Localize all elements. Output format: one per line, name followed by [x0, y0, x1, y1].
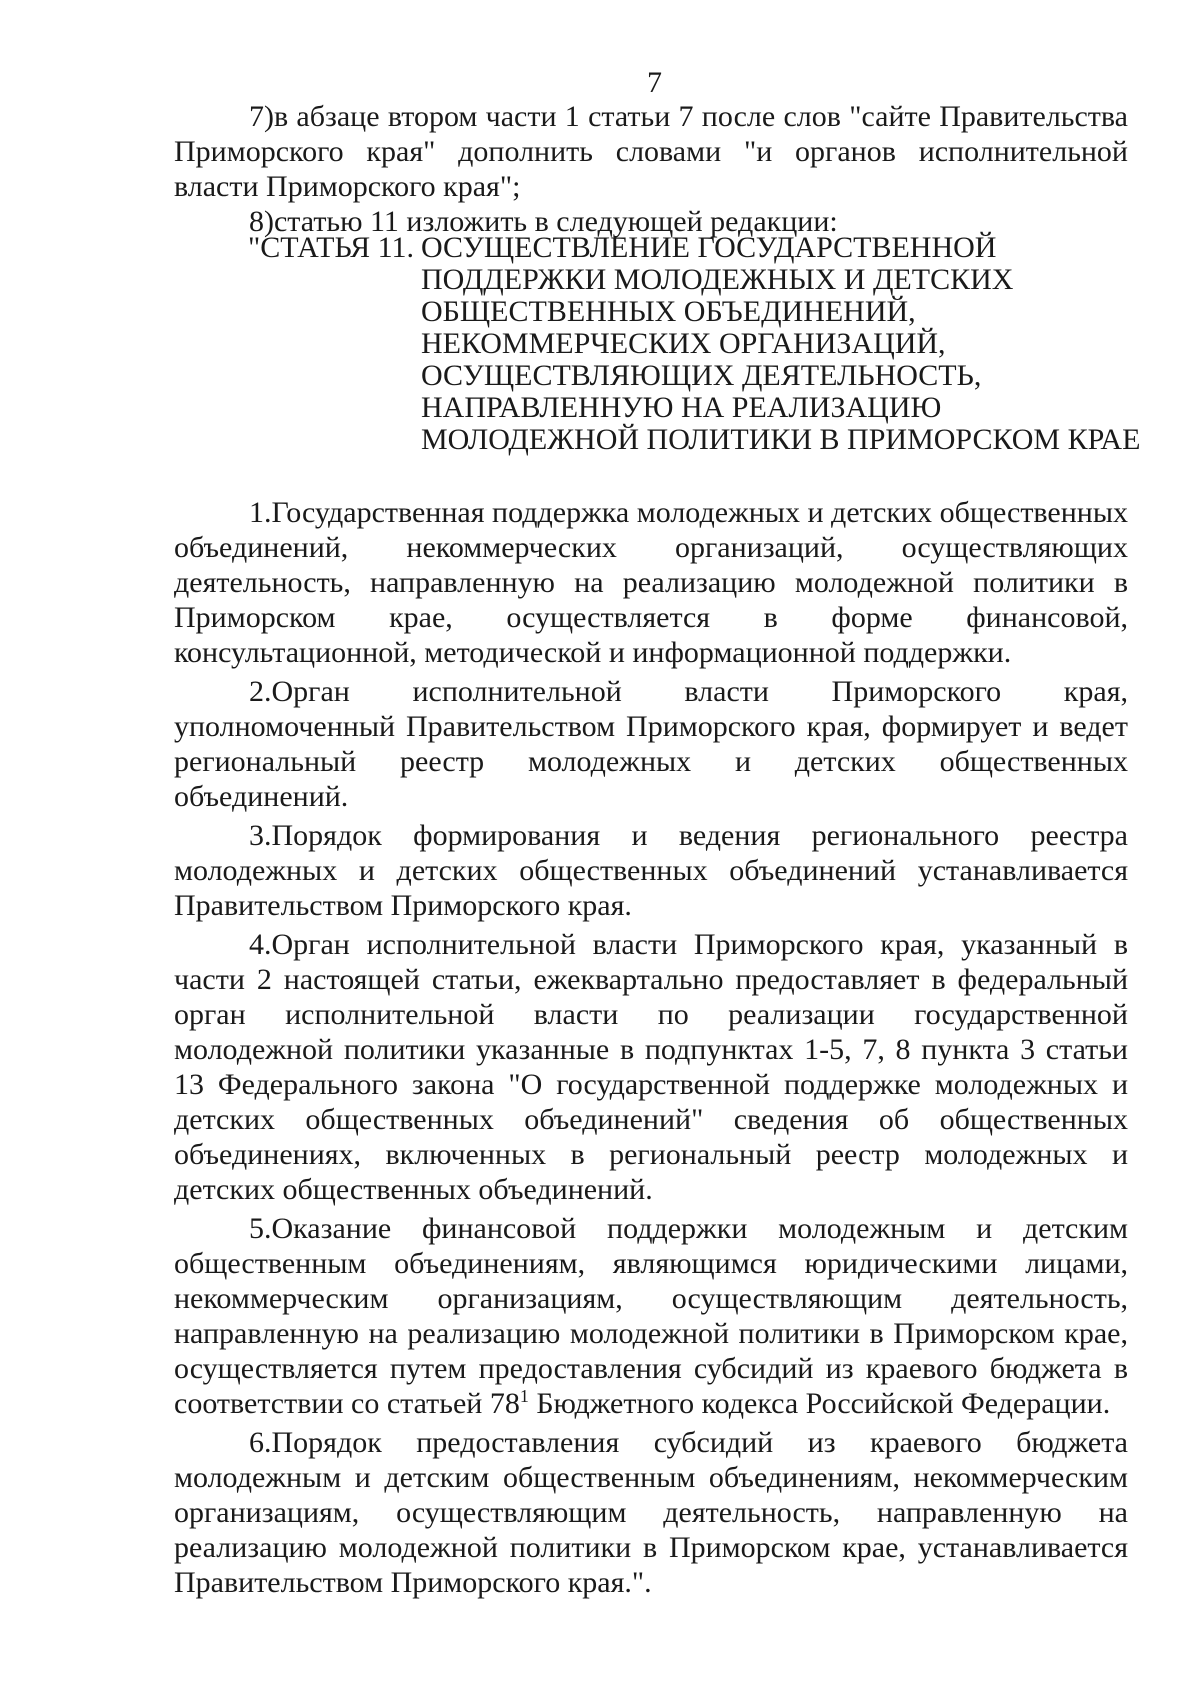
article-heading-title	[421, 232, 1140, 456]
article-heading-prefix: "СТАТЬЯ 11.	[248, 231, 414, 264]
article-paragraph-6: 6.Порядок предоставления субсидий из краевого бюджета молодежным и детским общественным объединениям, некоммерческим организациям, осуществляющим деятельность, направленную на реализацию молодежной политики в Приморском крае, устанавливается Правительством Приморского края.".	[174, 1426, 1128, 1599]
paragraph-5-text: 5.Оказание финансовой поддержки молодежным и детским общественным объединениям, являющимся юридическими лицами, некоммерческим организациям, осуществляющим деятельность, направленную на реализацию молодежной политики в Приморском крае, осуществляется путем предоставления субсидий из краевого бюджета в соответствии со статьей 78	[174, 1212, 1128, 1420]
amendment-item-7: 7)в абзаце втором части 1 статьи 7 после слов "сайте Правительства Приморского края" дополнить словами "и органов исполнительной власти Приморского края";	[174, 100, 1128, 203]
paragraph-5-superscript: 1	[519, 1386, 529, 1406]
page-number: 7	[647, 66, 662, 99]
article-heading-line: ОСУЩЕСТВЛЕНИЕ ГОСУДАРСТВЕННОЙ	[421, 231, 997, 264]
article-heading-line: НАПРАВЛЕННУЮ НА РЕАЛИЗАЦИЮ	[421, 391, 942, 424]
article-heading-line: МОЛОДЕЖНОЙ ПОЛИТИКИ В ПРИМОРСКОМ КРАЕ	[421, 423, 1141, 456]
intro-block	[174, 99, 1128, 239]
article-paragraph-3: 3.Порядок формирования и ведения регионального реестра молодежных и детских общественных объединений устанавливается Правительством Приморского края.	[174, 819, 1128, 922]
article-heading-line: ПОДДЕРЖКИ МОЛОДЕЖНЫХ И ДЕТСКИХ	[421, 263, 1014, 296]
article-paragraph-4: 4.Орган исполнительной власти Приморского края, указанный в части 2 настоящей статьи, ежеквартально предоставляет в федеральный орган исполнительной власти по реализации государственной молодежной политики указанные в подпунктах 1-5, 7, 8 пункта 3 статьи 13 Федерального закона "О государственной поддержке молодежных и детских общественных объединений" сведения об общественных объединениях, включенных в региональный реестр молодежных и детских общественных объединений.	[174, 928, 1128, 1206]
article-heading-line: НЕКОММЕРЧЕСКИХ ОРГАНИЗАЦИЙ,	[421, 327, 946, 360]
paragraph-5-text-end: Бюджетного кодекса Российской Федерации.	[528, 1387, 1111, 1420]
article-heading-line: ОСУЩЕСТВЛЯЮЩИХ ДЕЯТЕЛЬНОСТЬ,	[421, 359, 982, 392]
amendment-item-8: 8)статью 11 изложить в следующей редакции:	[249, 205, 838, 238]
article-paragraph-2: 2.Орган исполнительной власти Приморского края, уполномоченный Правительством Приморского края, формирует и ведет региональный реестр молодежных и детских общественных объединений.	[174, 675, 1128, 813]
article-paragraph-1: 1.Государственная поддержка молодежных и детских общественных объединений, некоммерческих организаций, осуществляющих деятельность, направленную на реализацию молодежной политики в Приморском крае, осуществляется в форме финансовой, консультационной, методической и информационной поддержки.	[174, 496, 1128, 669]
article-heading-line: ОБЩЕСТВЕННЫХ ОБЪЕДИНЕНИЙ,	[421, 295, 916, 328]
article-paragraph-5	[174, 1211, 1128, 1421]
article-body	[174, 495, 1128, 1600]
